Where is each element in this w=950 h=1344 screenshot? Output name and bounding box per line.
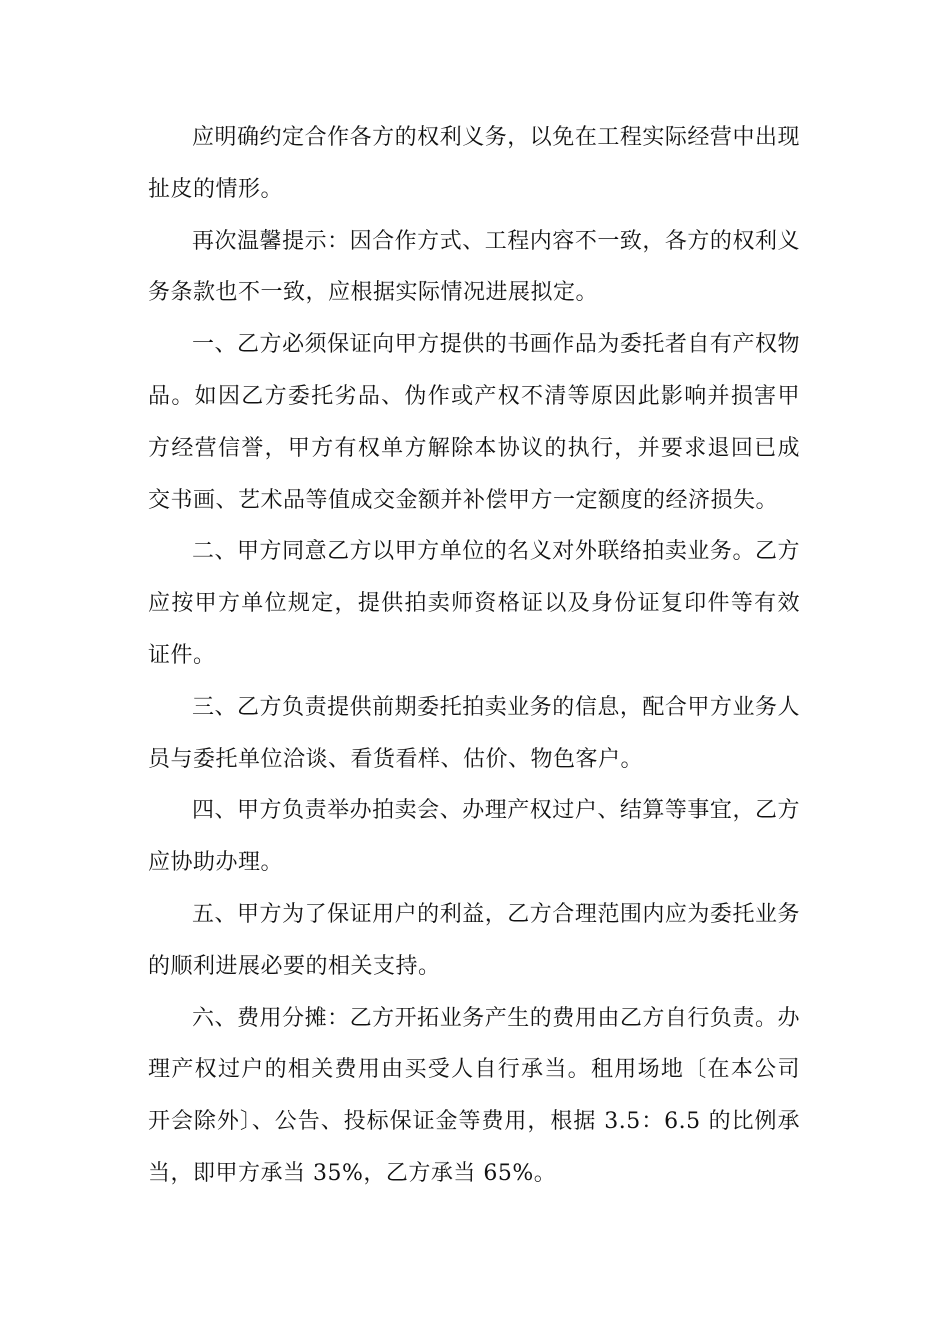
clause-6: 六、费用分摊：乙方开拓业务产生的费用由乙方自行负责。办理产权过户的相关费用由买受人自行承当。租用场地〔在本公司开会除外〕、公告、投标保证金等费用，根据 3.5：6.5 的比例承当，即甲方承当 35%，乙方承当 65%。 <box>148 1005 800 1186</box>
clause-5: 五、甲方为了保证用户的利益，乙方合理范围内应为委托业务的顺利进展必要的相关支持。 <box>148 901 800 979</box>
clause-3: 三、乙方负责提供前期委托拍卖业务的信息，配合甲方业务人员与委托单位洽谈、看货看样、估价、物色客户。 <box>148 694 800 772</box>
clause-1: 一、乙方必须保证向甲方提供的书画作品为委托者自有产权物品。如因乙方委托劣品、伪作或产权不清等原因此影响并损害甲方经营信誉，甲方有权单方解除本协议的执行，并要求退回已成交书画、艺术品等值成交金额并补偿甲方一定额度的经济损失。 <box>148 332 800 513</box>
clause-4: 四、甲方负责举办拍卖会、办理产权过户、结算等事宜，乙方应协助办理。 <box>148 798 800 876</box>
document-body <box>148 112 800 1200</box>
paragraph-reminder: 再次温馨提示：因合作方式、工程内容不一致，各方的权利义务条款也不一致，应根据实际情况进展拟定。 <box>148 228 800 306</box>
clause-2: 二、甲方同意乙方以甲方单位的名义对外联络拍卖业务。乙方应按甲方单位规定，提供拍卖师资格证以及身份证复印件等有效证件。 <box>148 539 800 668</box>
paragraph-intro: 应明确约定合作各方的权利义务，以免在工程实际经营中出现扯皮的情形。 <box>148 125 800 202</box>
